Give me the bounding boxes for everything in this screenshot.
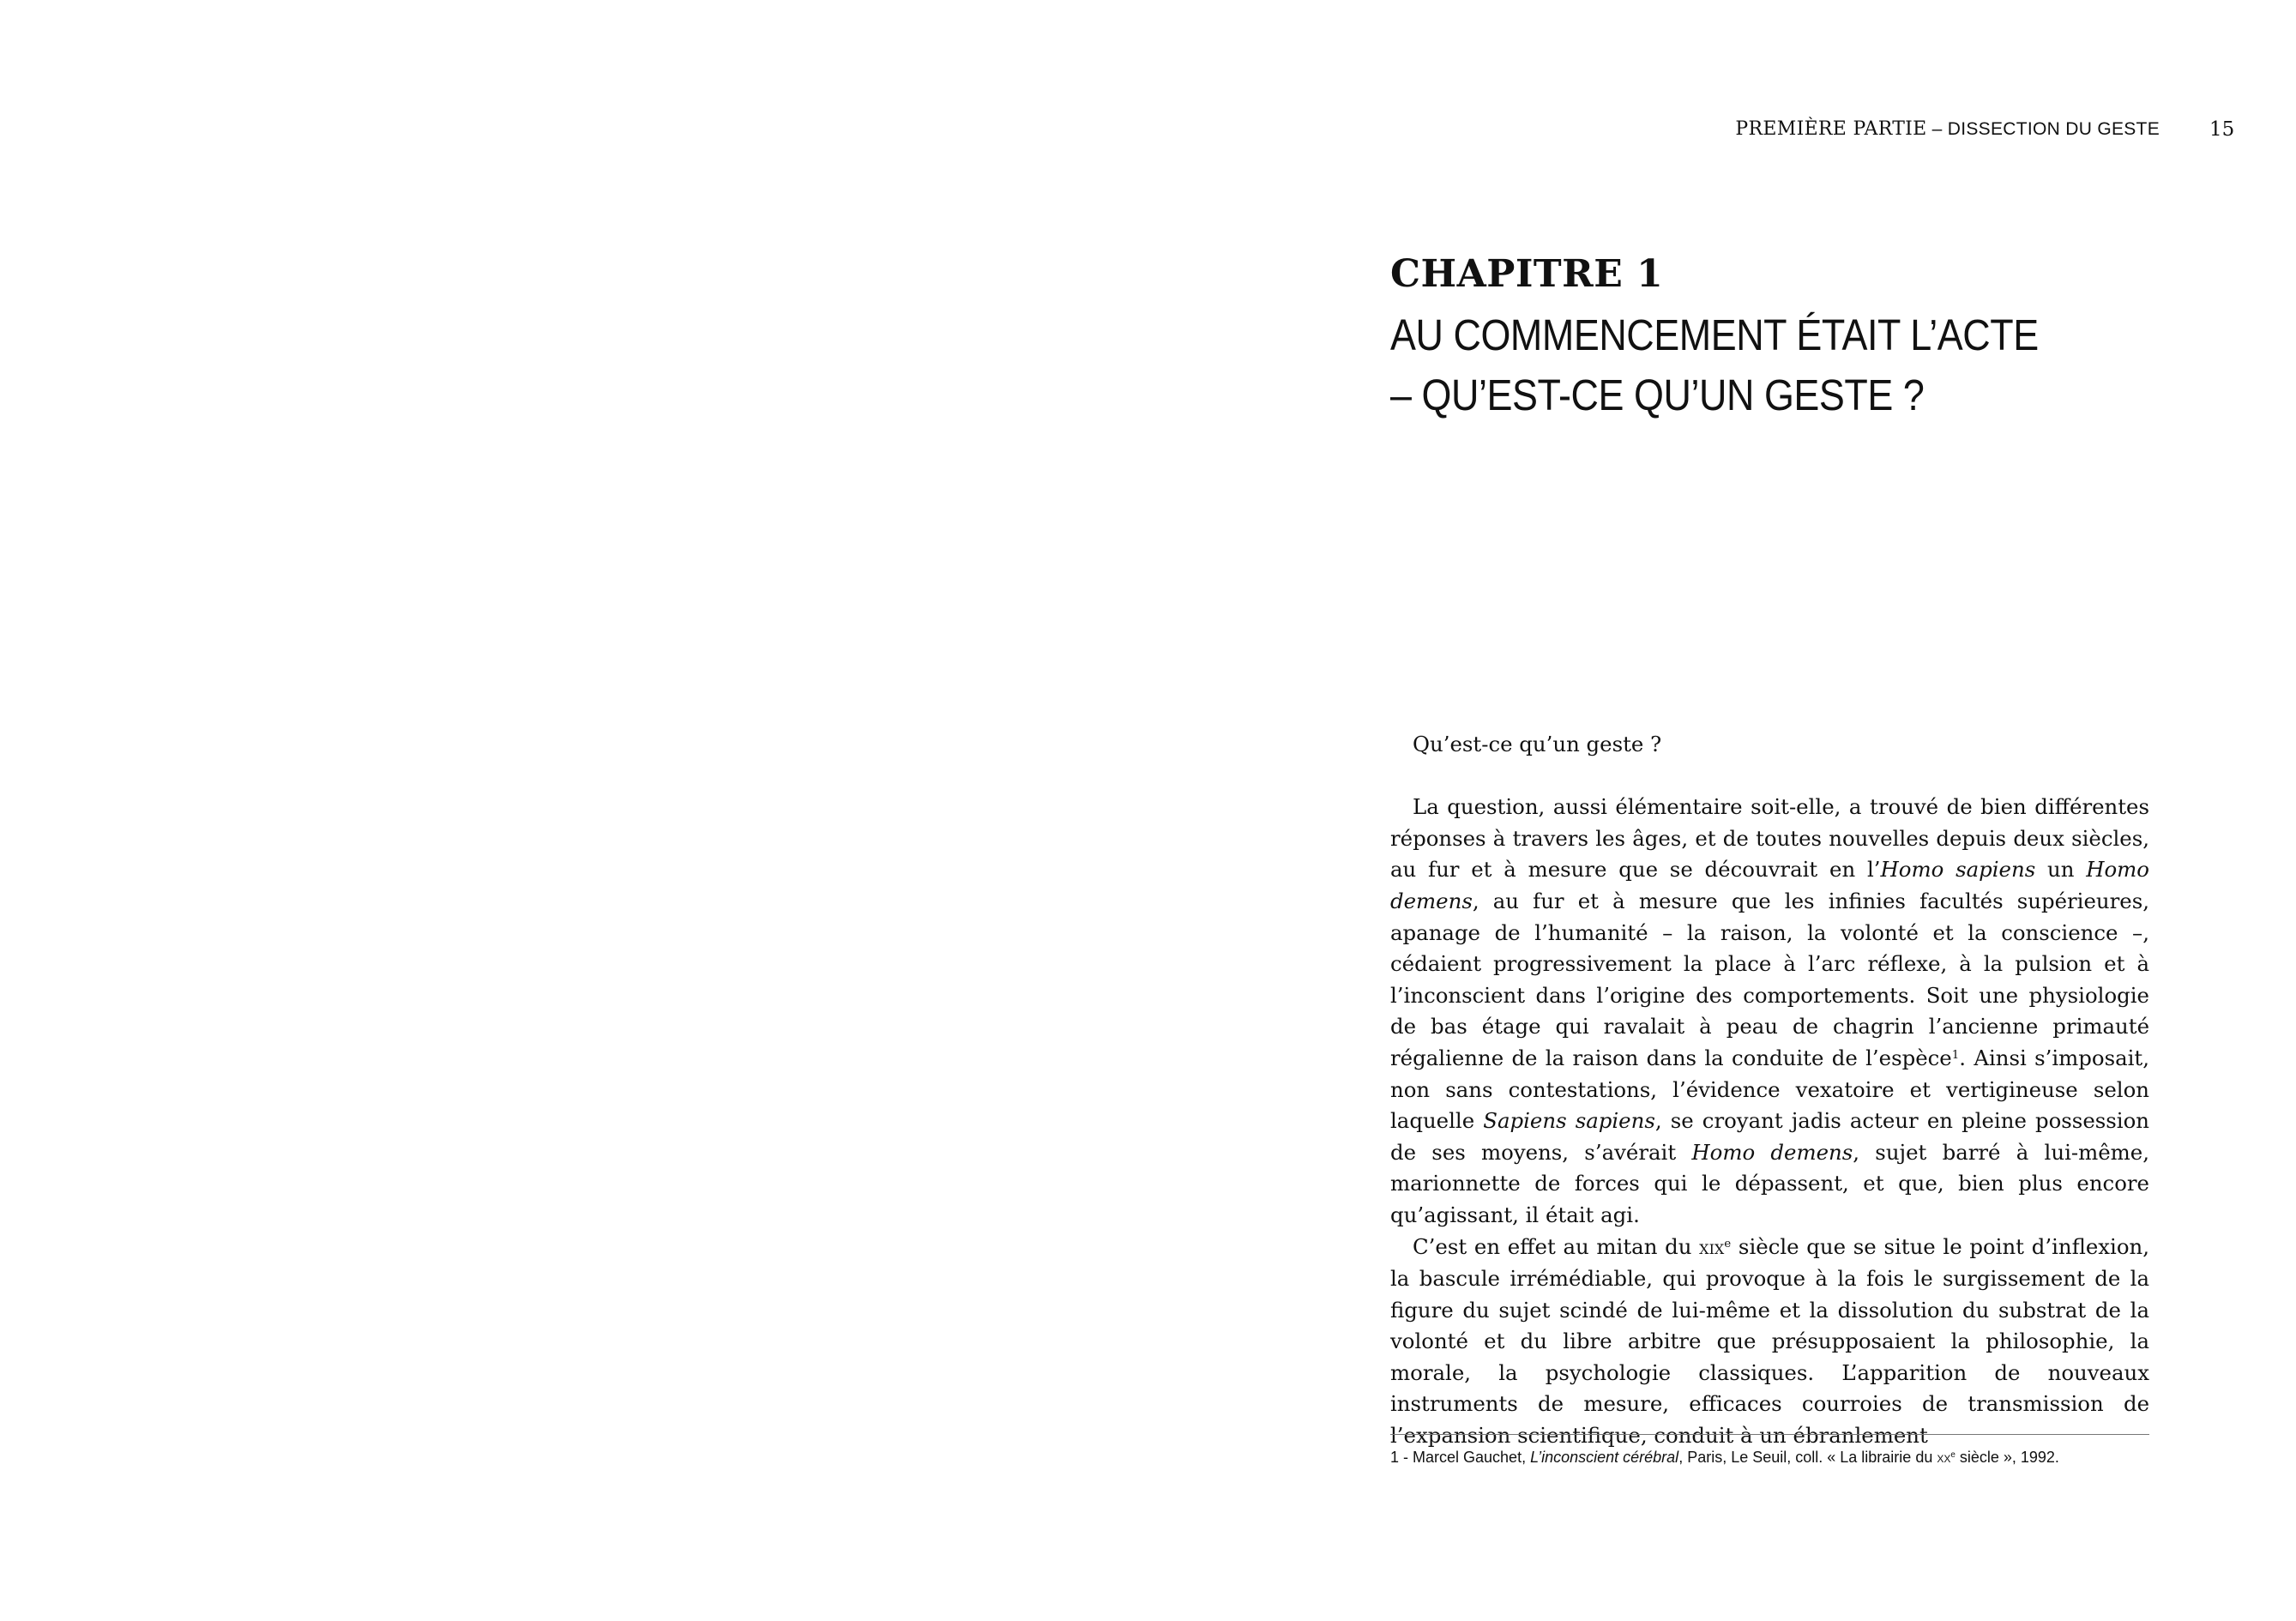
running-head-section: DISSECTION DU GESTE bbox=[1947, 119, 2160, 139]
p1-text: un bbox=[2035, 857, 2087, 883]
footnote-century-suffix: e bbox=[1950, 1450, 1956, 1461]
footnote-ref[interactable]: 1 bbox=[1951, 1048, 1960, 1062]
right-page bbox=[1148, 0, 2296, 1621]
footnote-separator bbox=[1390, 1434, 2149, 1435]
footnote-number: 1 - bbox=[1390, 1449, 1413, 1466]
p1-italic: Sapiens sapiens bbox=[1483, 1108, 1655, 1134]
p2-text: siècle que se situe le point d’inflexion, la bascule irrémédiable, qui provoque à la fois le surgissement de la figure du sujet scindé de lui-même et la dissolution du substrat de la volonté et du libre arbitre que présupposaient la philosophie, la morale, la psychologie classiques. L’apparition de nouveaux instruments de mesure, efficaces courroies de transmission de l’expansion scientifique, conduit à un ébranlement bbox=[1390, 1233, 2149, 1449]
running-head-separator: – bbox=[1926, 119, 1948, 139]
p1-text: , se croyant jadis acteur en pleine possession de ses moyens, s’avérait bbox=[1390, 1108, 2149, 1165]
p1-italic: Homo demens bbox=[1390, 857, 2149, 913]
page-number: 15 bbox=[2209, 118, 2235, 141]
paragraph-2 bbox=[1390, 1232, 2149, 1452]
footnote-author: Marcel Gauchet, bbox=[1413, 1449, 1531, 1466]
century-suffix: e bbox=[1724, 1237, 1732, 1250]
running-head-part: PREMIÈRE PARTIE bbox=[1735, 118, 1927, 140]
footnote-1 bbox=[1390, 1446, 2162, 1469]
footnote-tail: siècle », 1992. bbox=[1955, 1449, 2059, 1466]
footnote-century: xx bbox=[1937, 1449, 1951, 1466]
p1-text: La question, aussi élémentaire soit-elle, a trouvé de bien différentes réponses à travers les âges, et de toutes nouvelles depuis deux siècles, au fur et à mesure que se découvrait en l’ bbox=[1390, 794, 2149, 883]
p1-text: , sujet barré à lui-même, marionnette de forces qui le dépassent, et que, bien plus encore qu’agissant, il était agi. bbox=[1390, 1139, 2149, 1227]
p1-italic: Homo demens bbox=[1691, 1139, 1853, 1165]
body-text bbox=[1390, 729, 2149, 1452]
chapter-label: CHAPITRE 1 bbox=[1390, 252, 1664, 296]
footnote-title: L’inconscient cérébral bbox=[1530, 1449, 1679, 1466]
chapter-title bbox=[1390, 305, 2070, 425]
p1-text: , au fur et à mesure que les infinies facultés supérieures, apanage de l’humanité – la raison, la volonté et la conscience –, cédaient progressivement la place à l’arc réflexe, à la pulsion et à l’inconscient dans l’origine des comportements. Soit une physiologie de bas étage qui ravalait à peau de chagrin l’ancienne primauté régalienne de la raison dans la conduite de l’espèce bbox=[1390, 888, 2149, 1070]
p1-italic: Homo sapiens bbox=[1880, 857, 2036, 883]
p2-text: C’est en effet au mitan du bbox=[1413, 1233, 1700, 1259]
chapter-title-line-1: AU COMMENCEMENT ÉTAIT L’ACTE bbox=[1390, 310, 2039, 359]
footnote-publisher: , Paris, Le Seuil, coll. « La librairie du bbox=[1678, 1449, 1937, 1466]
century-numeral: xix bbox=[1699, 1236, 1725, 1259]
p1-text: . Ainsi s’imposait, non sans contestations, l’évidence vexatoire et vertigineuse selon laquelle bbox=[1390, 1045, 2149, 1134]
chapter-title-line-2: – QU’EST-CE QU’UN GESTE ? bbox=[1390, 371, 1925, 419]
lead-question: Qu’est-ce qu’un geste ? bbox=[1413, 732, 1662, 756]
running-head bbox=[1148, 117, 2160, 142]
paragraph-1 bbox=[1390, 792, 2149, 1231]
